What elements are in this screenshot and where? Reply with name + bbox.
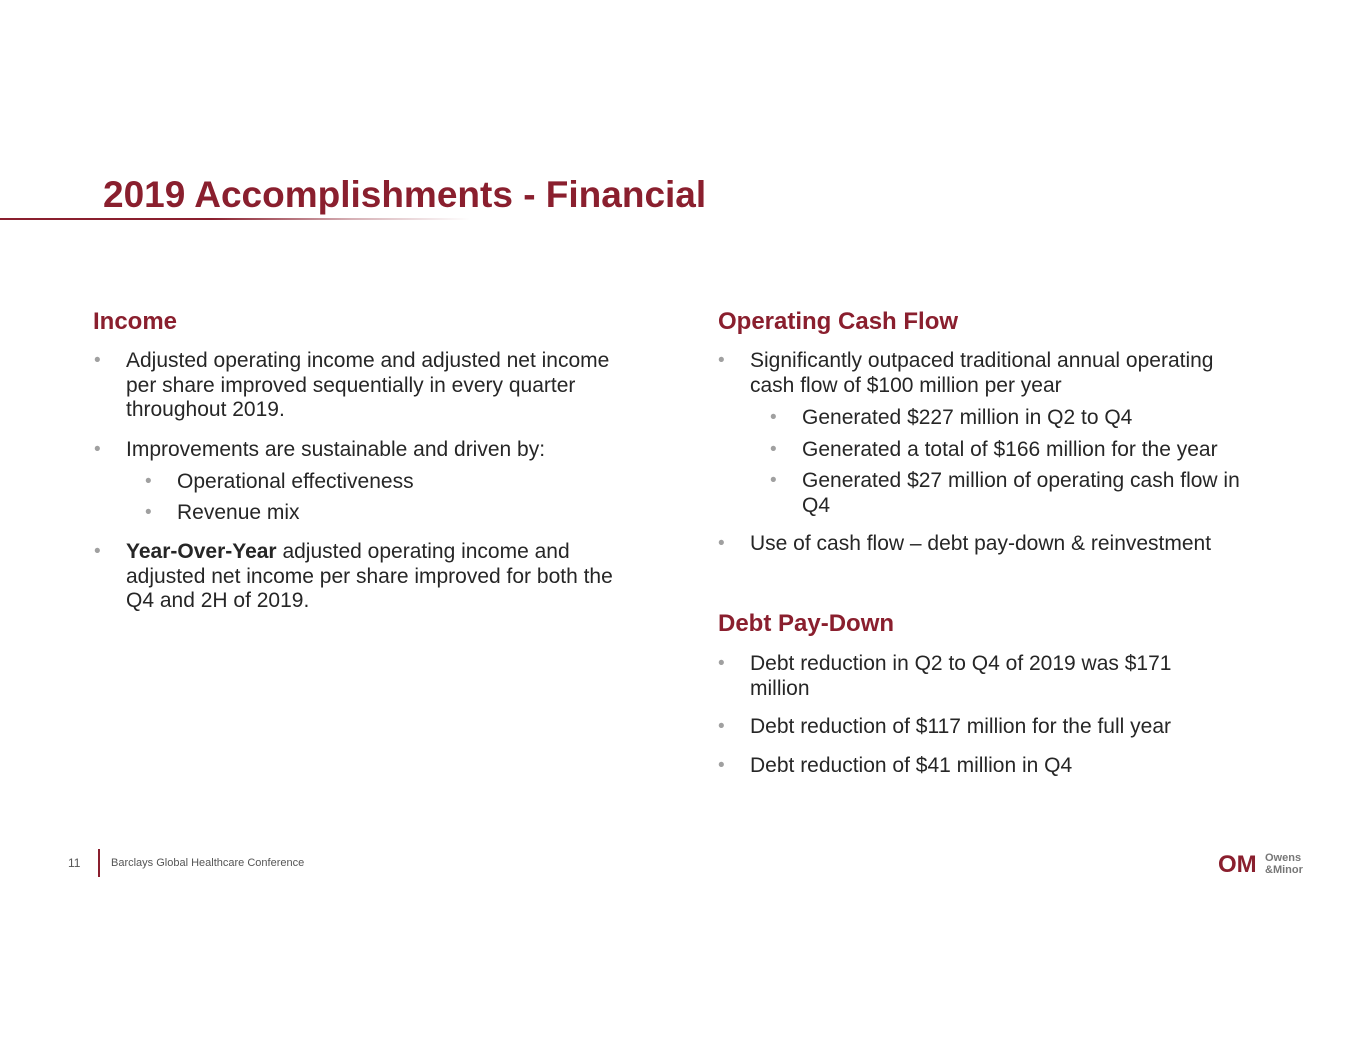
debt-bullet-2 bbox=[718, 715, 1260, 740]
bullet-dot-icon: • bbox=[94, 541, 101, 562]
cash-flow-bullet-1 bbox=[718, 349, 1260, 398]
bullet-dot-icon: • bbox=[94, 439, 101, 460]
cash-flow-bullet-2 bbox=[718, 532, 1260, 557]
bullet-dot-icon: • bbox=[770, 407, 777, 428]
bullet-bold-text: Year-Over-Year bbox=[126, 540, 277, 563]
bullet-text: Generated $27 million of operating cash flow in Q4 bbox=[802, 469, 1240, 517]
bullet-text: Significantly outpaced traditional annual operating cash flow of $100 million per year bbox=[750, 349, 1214, 397]
bullet-text: Debt reduction of $41 million in Q4 bbox=[750, 754, 1073, 777]
bullet-text: Revenue mix bbox=[177, 501, 300, 524]
income-sub-bullet-2 bbox=[145, 501, 617, 526]
bullet-dot-icon: • bbox=[718, 716, 725, 737]
income-bullet-1 bbox=[94, 349, 626, 423]
logo-mark: OM bbox=[1218, 851, 1257, 878]
bullet-text: Improvements are sustainable and driven by: bbox=[126, 438, 546, 461]
footer-conference: Barclays Global Healthcare Conference bbox=[111, 857, 305, 869]
income-heading: Income bbox=[93, 308, 178, 335]
bullet-dot-icon: • bbox=[718, 653, 725, 674]
debt-heading: Debt Pay-Down bbox=[718, 610, 895, 637]
slide-title: 2019 Accomplishments - Financial bbox=[103, 174, 707, 215]
income-bullet-2 bbox=[94, 438, 626, 463]
bullet-dot-icon: • bbox=[718, 350, 725, 371]
debt-bullet-1 bbox=[718, 652, 1220, 701]
bullet-text: Operational effectiveness bbox=[177, 470, 414, 493]
bullet-dot-icon: • bbox=[718, 755, 725, 776]
income-bullet-yoy bbox=[94, 540, 626, 614]
bullet-dot-icon: • bbox=[145, 471, 152, 492]
cash-flow-sub-bullet-2 bbox=[770, 438, 1262, 463]
page-number: 11 bbox=[68, 856, 81, 870]
cash-flow-sub-bullet-3 bbox=[770, 469, 1262, 518]
bullet-text: Debt reduction of $117 million for the full year bbox=[750, 715, 1172, 738]
bullet-text: Debt reduction in Q2 to Q4 of 2019 was $171 million bbox=[750, 652, 1172, 700]
bullet-text: adjusted operating income and adjusted net income per share improved for both the Q4 and 2H of 2019. bbox=[126, 540, 613, 612]
bullet-text: Use of cash flow – debt pay-down & reinvestment bbox=[750, 532, 1212, 555]
bullet-text: Adjusted operating income and adjusted net income per share improved sequentially in every quarter throughout 2019. bbox=[126, 349, 610, 421]
logo-line2: &Minor bbox=[1265, 864, 1303, 876]
debt-bullet-3 bbox=[718, 754, 1260, 779]
bullet-text: Generated $227 million in Q2 to Q4 bbox=[802, 406, 1133, 429]
bullet-dot-icon: • bbox=[94, 350, 101, 371]
bullet-text: Generated a total of $166 million for the year bbox=[802, 438, 1218, 461]
bullet-dot-icon: • bbox=[770, 470, 777, 491]
footer-divider bbox=[98, 849, 100, 877]
cash-flow-sub-bullet-1 bbox=[770, 406, 1262, 431]
cash-flow-heading: Operating Cash Flow bbox=[718, 308, 959, 335]
logo-line1: Owens bbox=[1265, 852, 1302, 864]
owens-minor-logo bbox=[1218, 850, 1313, 878]
title-underline bbox=[0, 218, 470, 220]
bullet-dot-icon: • bbox=[770, 439, 777, 460]
bullet-dot-icon: • bbox=[145, 502, 152, 523]
bullet-dot-icon: • bbox=[718, 533, 725, 554]
income-sub-bullet-1 bbox=[145, 470, 617, 495]
